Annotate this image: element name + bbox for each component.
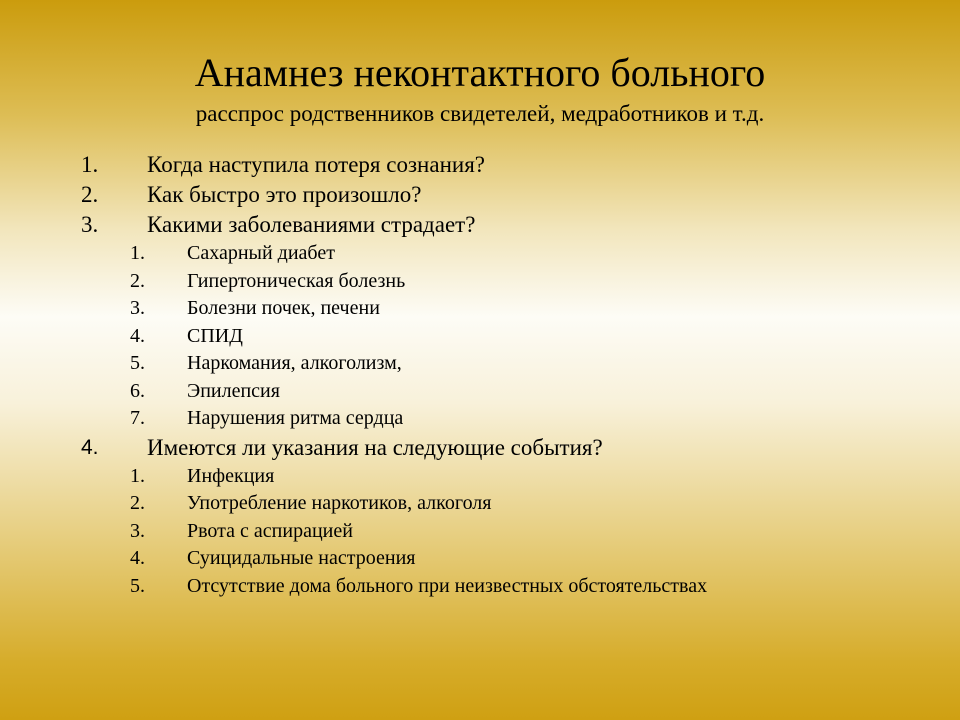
question-text: Когда наступила потеря сознания? bbox=[147, 152, 485, 177]
question-number: 2. bbox=[81, 182, 99, 207]
sub-item bbox=[0, 323, 960, 351]
sub-item-text: Болезни почек, печени bbox=[187, 297, 380, 319]
slide-title: Анамнез неконтактного больного bbox=[194, 50, 766, 95]
sub-item-number: 2. bbox=[130, 492, 145, 514]
sub-item-number: 6. bbox=[130, 379, 145, 402]
sub-item bbox=[0, 378, 960, 406]
sub-item-text: Нарушения ритма сердца bbox=[187, 407, 404, 429]
sub-item bbox=[0, 350, 960, 378]
sub-item bbox=[0, 268, 960, 296]
sub-item-number: 3. bbox=[130, 297, 145, 319]
sub-item-text: Эпилепсия bbox=[187, 379, 280, 402]
sub-item-number: 7. bbox=[130, 407, 145, 429]
sub-item-number: 4. bbox=[130, 324, 145, 347]
question-item bbox=[0, 150, 960, 180]
sub-item-text: СПИД bbox=[187, 324, 243, 347]
sub-item bbox=[0, 518, 960, 546]
question-text: Как быстро это произошло? bbox=[147, 182, 422, 207]
sub-item-number: 3. bbox=[130, 519, 145, 542]
sub-item bbox=[0, 573, 960, 601]
question-text: Имеются ли указания на следующие события? bbox=[147, 434, 603, 460]
question-text: Какими заболеваниями страдает? bbox=[147, 212, 476, 237]
sub-item bbox=[0, 405, 960, 433]
sub-item bbox=[0, 240, 960, 268]
sub-item-number: 1. bbox=[130, 464, 145, 487]
sub-item-text: Сахарный диабет bbox=[187, 242, 335, 264]
sub-item-text: Инфекция bbox=[187, 464, 275, 487]
sub-item bbox=[0, 463, 960, 491]
sub-item bbox=[0, 545, 960, 573]
question-item bbox=[0, 210, 960, 240]
sub-item-number: 5. bbox=[130, 574, 145, 597]
sub-item-number: 1. bbox=[130, 242, 145, 264]
sub-item-text: Суицидальные настроения bbox=[187, 547, 416, 569]
sub-item-text: Употребление наркотиков, алкоголя bbox=[187, 492, 492, 514]
question-number: 1. bbox=[81, 152, 99, 177]
sub-item-number: 2. bbox=[130, 269, 145, 292]
sub-item-number: 5. bbox=[130, 352, 145, 374]
sub-item-number: 4. bbox=[130, 547, 145, 569]
sub-item-text: Наркомания, алкоголизм, bbox=[187, 352, 402, 374]
sub-item-text: Рвота с аспирацией bbox=[187, 519, 353, 542]
question-item bbox=[0, 180, 960, 210]
slide-subtitle: расспрос родственников свидетелей, медработников и т.д. bbox=[195, 101, 765, 126]
sub-item bbox=[0, 295, 960, 323]
question-number: 4. bbox=[81, 435, 99, 459]
question-number: 3. bbox=[81, 212, 99, 237]
sub-item bbox=[0, 490, 960, 518]
sub-item-text: Гипертоническая болезнь bbox=[187, 269, 406, 292]
question-list bbox=[0, 150, 960, 600]
question-item bbox=[0, 433, 960, 463]
sub-item-text: Отсутствие дома больного при неизвестных обстоятельствах bbox=[187, 574, 708, 597]
